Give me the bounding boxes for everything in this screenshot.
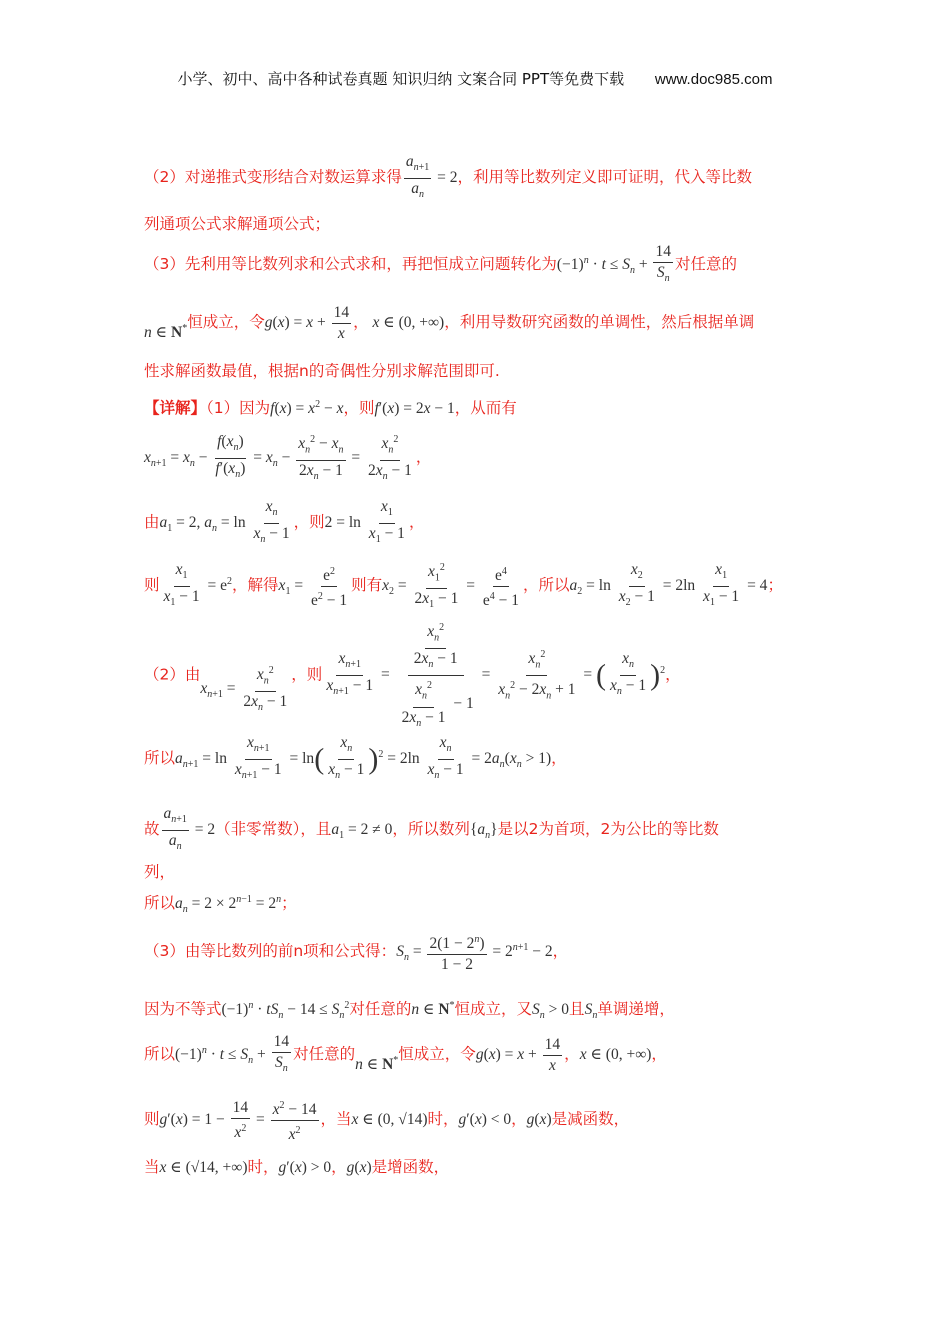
solution-line-a2: 则 $\frac{x_1}{x_1 - 1}$ = $e^2$，解得$x_1$ = $\frac{e^2}{e^2 - 1}$ 则有$x_2$ = $\frac{x_1^2}{2x_1 - 1}$ = $\frac{e^4}{e^4 - 1}$ ，所以$a_2 = \ln$ $\frac{x_2}{x_2 - 1}$ = 2ln $\frac{x_1}{x_1 - 1}$ = 4； [144, 558, 783, 615]
solution-line-an1: 所以$a_{n+1} = \ln$ $\frac{x_{n+1}}{x_{n+1} - 1}$ = ln( $\frac{x_n}{x_n - 1}$ )$^2$ = 2ln $\frac{x_n}{x_n - 1}$ = $2a_n(x_n > 1)$， [144, 734, 567, 782]
hint-line-3-cont: n ∈ N*恒成立，令g(x) = x + $\frac{14}{x}$ ， x ∈ (0, +∞)，利用导数研究函数的单调性，然后根据单调 [144, 304, 755, 342]
solution-line-part3: （3）由等比数列的前n项和公式得：$S_n$ = $\frac{2(1 - 2^n)}{1 - 2}$ = $2^{n+1} - 2$， [144, 930, 568, 975]
page-header [0, 68, 950, 89]
header-title: 小学、初中、高中各种试卷真题 知识归纳 文案合同 PPT等免费下载 [177, 70, 625, 88]
hint-line-3-end: 性求解函数最值，根据n的奇偶性分别求解范围即可. [144, 362, 500, 380]
solution-line-part2: （2）由$x_{n+1}$ = $\frac{x_n^2}{2x_n - 1}$ ，则 $\frac{x_{n+1}}{x_{n+1} - 1}$ = $\frac{x_n^2}{2x_n - 1}$ $\frac{x_n^2}{2x_n - 1}$ − 1 = $\frac{x_n^2}{x_n^2 - 2x_n + 1}$ = ( $\frac{x_n}{x_n - 1}$ )$^2$， [144, 618, 681, 734]
solution-line-ratio-cont: 列， [144, 863, 176, 881]
hint-line-2-cont: 列通项公式求解通项公式； [144, 215, 331, 233]
solution-line-init: 由$a_1 = 2$, $a_n = \ln$ $\frac{x_n}{x_n - 1}$ ，则2 = ln $\frac{x_1}{x_1 - 1}$ ， [144, 498, 425, 546]
solution-line-ratio: 故 $\frac{a_{n+1}}{a_n}$ = 2（非零常数），且$a_1 = 2 \ne 0$，所以数列$\{a_n\}$是以2为首项，2为公比的等比数 [144, 805, 719, 853]
solution-line-transform: 所以$(-1)^n \cdot t \le S_n$ + $\frac{14}{S_n}$ 对任意的n ∈ N*恒成立，令g(x) = x + $\frac{14}{x}$ ，x ∈ (0, +∞)， [144, 1033, 667, 1075]
hint-line-2: （2）对递推式变形结合对数运算求得 $\frac{a_{n+1}}{a_n}$ = 2，利用等比数列定义即可证明，代入等比数 [144, 153, 753, 201]
solution-line-increase: 当x ∈ (√14, +∞)时，g′(x) > 0，g(x)是增函数， [144, 1158, 450, 1176]
hint-line-3: （3）先利用等比数列求和公式求和，再把恒成立问题转化为$(-1)^n \cdot t \le S_n$ + $\frac{14}{S_n}$ 对任意的 [144, 243, 737, 285]
solution-line-ineq: 因为不等式$(-1)^n \cdot tS_n - 14 \le S_n^2$对任意的n ∈ N*恒成立，又$S_n > 0$且$S_n$单调递增， [144, 999, 675, 1022]
solution-line-newton: $x_{n+1} = x_n$ − $\frac{f(x_n)}{f'(x_n)}$ = $x_n$ − $\frac{x_n^2 - x_n}{2x_n - 1}$ = $\frac{x_n^2}{2x_n - 1}$ ， [144, 430, 431, 487]
solution-line-an: 所以$a_n = 2 \times 2^{n-1} = 2^n$； [144, 893, 297, 916]
solution-line-deriv: 则g′(x) = 1 − $\frac{14}{x^2}$ = $\frac{x^2 - 14}{x^2}$ ，当x ∈ (0, √14)时，g′(x) < 0，g(x)是减函数， [144, 1096, 629, 1145]
header-site-link[interactable]: www.doc985.com [654, 71, 773, 88]
solution-tag: 【详解】 [144, 399, 207, 417]
solution-line-1: 【详解】（1）因为$f(x) = x^2 - x$，则f′(x) = 2x − 1，从而有 [144, 398, 517, 417]
